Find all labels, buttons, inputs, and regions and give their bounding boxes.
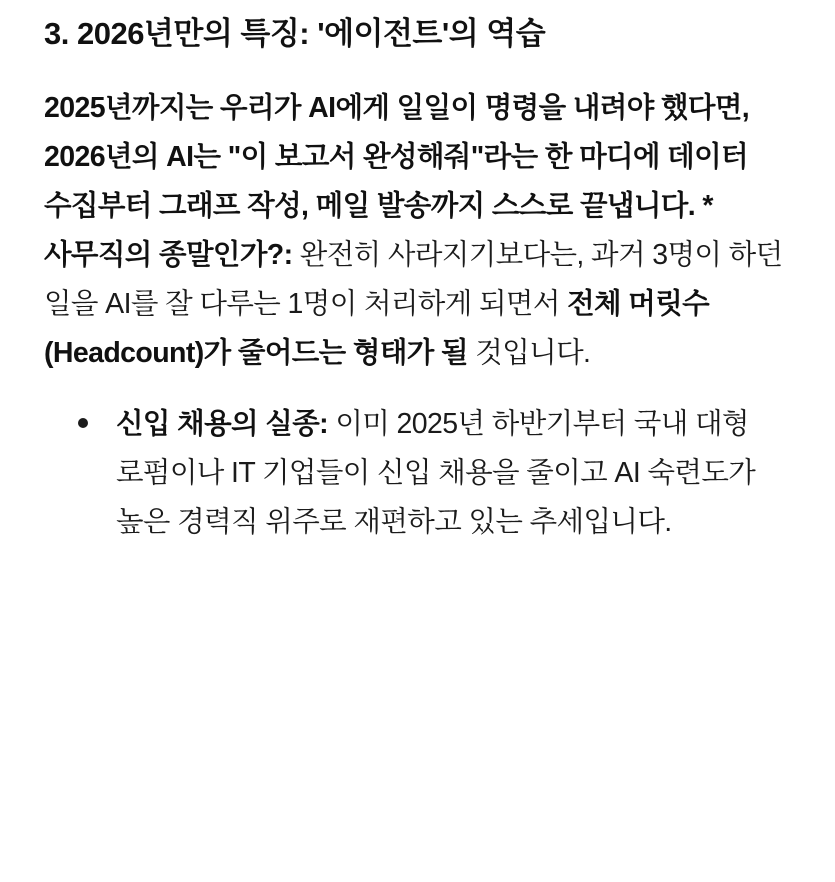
list-item-label: 신입 채용의 실종: [116,408,329,441]
paragraph-segment-2: 완전히 사라지기보다는, 과거 3명이 하던 일을 AI를 잘 다루는 1명이 처리하게 되면서 [44,239,783,321]
paragraph-segment-emphasis-3: 전체 머릿수(Headcount)가 줄어드는 형태가 될 [44,288,710,370]
page-title: 3. 2026년만의 특징: '에이전트'의 역습 [44,16,546,51]
bullet-point-icon [78,418,88,428]
bullet-list [44,400,789,547]
paragraph-segment-emphasis-1: 2025년까지는 우리가 AI에게 일일이 명령을 내려야 했다면, 2026년의 AI는 "이 보고서 완성해줘"라는 한 마디에 데이터 수집부터 그래프 작성, 메일 발송까지 스스로 끝냅니다. * 사무직의 종말인가?: [44,92,750,272]
list-item-text: 이미 2025년 하반기부터 국내 대형 로펌이나 IT 기업들이 신입 채용을 줄이고 AI 숙련도가 높은 경력직 위주로 재편하고 있는 추세입니다. [116,408,756,539]
body-paragraph [44,84,789,378]
list-item [72,400,789,547]
paragraph-segment-4: 것입니다. [475,337,591,370]
